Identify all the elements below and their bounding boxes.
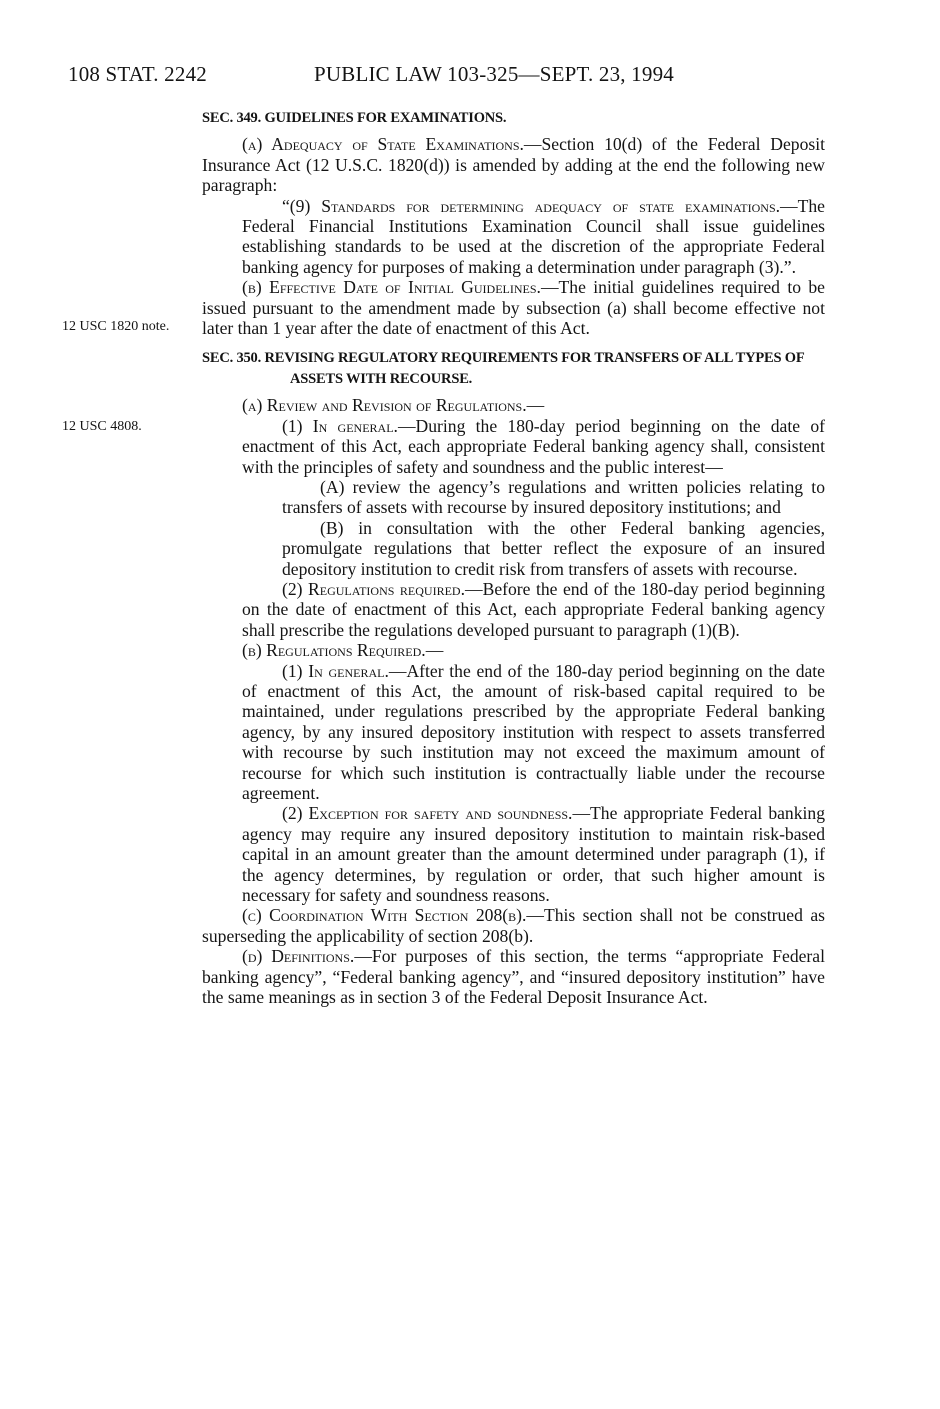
- subsection-label: (c) Coordination With Section 208(b).: [242, 905, 527, 926]
- sec350-subsection-b: [202, 640, 825, 660]
- subsection-label: (d) Definitions.: [242, 946, 355, 967]
- sec350-subsection-c: [202, 905, 825, 946]
- subsection-label: (a) Review and Revision of Regulations.: [242, 395, 527, 416]
- sec350-a-paragraph-1: [242, 416, 825, 477]
- page-reference: 108 STAT. 2242: [68, 62, 207, 86]
- margin-note-usc-4808: 12 USC 4808.: [62, 419, 142, 434]
- subsection-text: —This section shall not be construed as superseding the applicability of section 208(b).: [202, 905, 825, 946]
- subsection-label: (b) Effective Date of Initial Guidelines.: [242, 277, 541, 298]
- subsection-label: (b) Regulations Required.: [242, 640, 426, 661]
- sec349-subsection-a: [202, 134, 825, 195]
- sec349-paragraph-9: [242, 196, 825, 278]
- subsection-label: (a) Adequacy of State Examinations.: [242, 134, 524, 155]
- paragraph-label: “(9) Standards for determining adequacy of state examinations.: [282, 195, 781, 216]
- paragraph-label: (1) In general.: [282, 660, 389, 681]
- paragraph-label: (2) Exception for safety and soundness.: [282, 803, 573, 824]
- sec350-a-subparagraph-B: (B) in consultation with the other Federal banking agencies, promulgate regulations that better reflect the exposure of an insured depository institution to credit risk from transfers of assets with recourse.: [282, 517, 825, 579]
- paragraph-label: (2) Regulations required.: [282, 578, 465, 599]
- paragraph-text: —After the end of the 180-day period beginning on the date of enactment of this Act, the amount of risk-based capital required to be maintained, under regulations prescribed by the appropriate Federal banking agency, by any insured depository institution with respect to assets transferred with recourse by such institution may not exceed the maximum amount of recourse for which such institution is contractually liable under the recourse agreement.: [242, 660, 825, 803]
- paragraph-text: —During the 180-day period beginning on the date of enactment of this Act, each appropriate Federal banking agency shall, consistent with the principles of safety and soundness and the public interest—: [242, 415, 825, 477]
- document-body: [202, 108, 825, 1007]
- section-350-heading: SEC. 350. REVISING REGULATORY REQUIREMENTS FOR TRANSFERS OF ALL TYPES OF ASSETS WITH RECOURSE.: [202, 350, 804, 387]
- sec350-b-paragraph-1: [242, 661, 825, 804]
- public-law-title: PUBLIC LAW 103-325—SEPT. 23, 1994: [314, 62, 674, 86]
- sec350-a-subparagraph-A: (A) review the agency’s regulations and written policies relating to transfers of assets with recourse by insured depository institutions; and: [282, 476, 825, 518]
- sec350-subsection-d: [202, 946, 825, 1007]
- subsection-text: —: [526, 395, 545, 416]
- margin-note-usc-1820: 12 USC 1820 note.: [62, 319, 170, 334]
- paragraph-label: (1) In general.: [282, 415, 398, 436]
- sec349-subsection-b: [202, 277, 825, 338]
- sec350-subsection-a: [202, 395, 825, 415]
- paragraph-text: —The Federal Financial Institutions Examination Council shall issue guidelines establishing standards to be used at the discretion of the appropriate Federal banking agency for purposes of making a determination under paragraph (3).”.: [242, 195, 825, 277]
- subsection-text: —The initial guidelines required to be issued pursuant to the amendment made by subsection (a) shall become effective not later than 1 year after the date of enactment of this Act.: [202, 277, 825, 339]
- sec350-a-paragraph-2: [242, 579, 825, 640]
- sec350-b-paragraph-2: [242, 803, 825, 905]
- subsection-text: —: [425, 640, 444, 661]
- subsection-text: —For purposes of this section, the terms “appropriate Federal banking agency”, “Federal banking agency”, and “insured depository institution” have the same meanings as in section 3 of the Federal Deposit Insurance Act.: [202, 946, 825, 1008]
- paragraph-text: —Before the end of the 180-day period beginning on the date of enactment of this Act, each appropriate Federal banking agency shall prescribe the regulations developed pursuant to paragraph (1)(B).: [242, 578, 825, 640]
- subsection-text: —Section 10(d) of the Federal Deposit Insurance Act (12 U.S.C. 1820(d)) is amended by adding at the end the following new paragraph:: [202, 134, 825, 196]
- section-349-heading: SEC. 349. GUIDELINES FOR EXAMINATIONS.: [202, 110, 507, 126]
- paragraph-text: —The appropriate Federal banking agency may require any insured depository institution to maintain risk-based capital in an amount greater than the amount determined under paragraph (1), if the agency determines, by regulation or order, that such higher amount is necessary for safety and soundness reasons.: [242, 803, 825, 906]
